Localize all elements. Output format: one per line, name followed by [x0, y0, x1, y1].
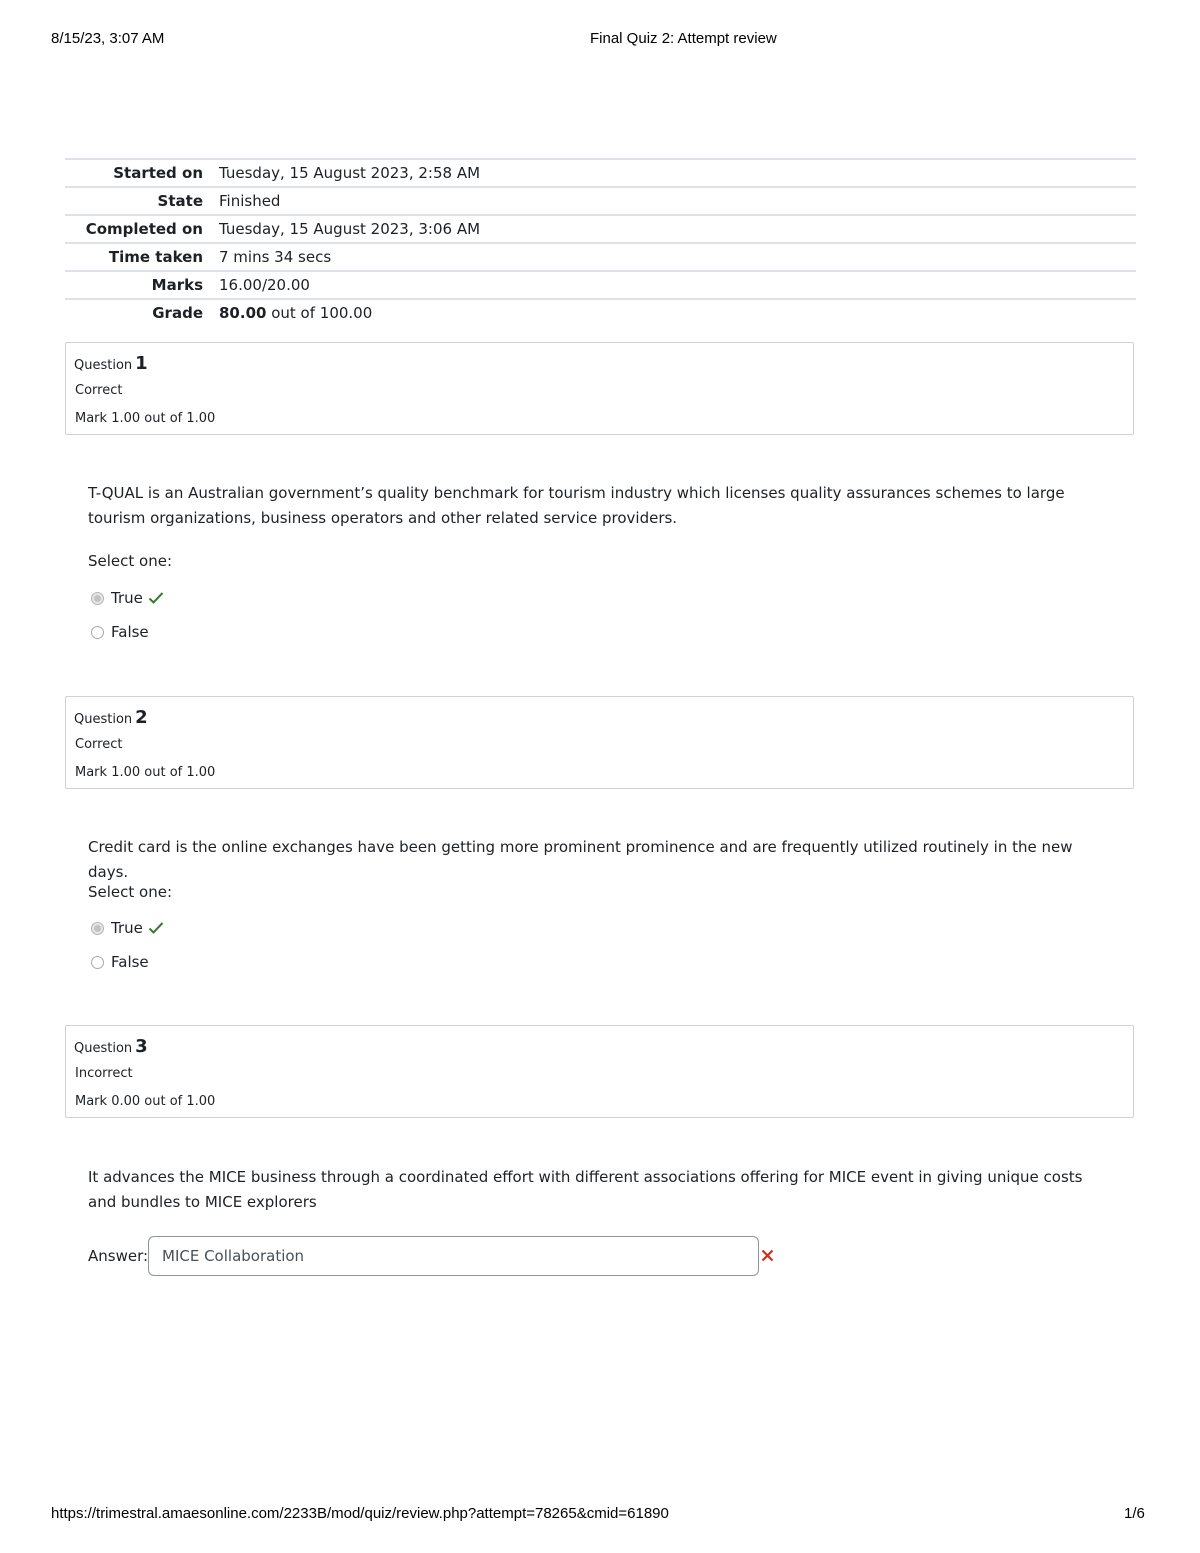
answer-label: Answer:	[88, 1247, 149, 1265]
radio-button[interactable]	[91, 922, 104, 935]
check-icon	[148, 921, 164, 935]
summary-label: Marks	[151, 276, 203, 294]
option-label: False	[111, 953, 149, 971]
summary-row-state	[65, 188, 1136, 216]
grade-out-of: out of 100.00	[266, 304, 373, 322]
answer-input[interactable]: MICE Collaboration	[148, 1236, 759, 1276]
question-info-box	[65, 342, 1134, 435]
option-label: False	[111, 623, 149, 641]
question-info-box	[65, 1025, 1134, 1118]
radio-button[interactable]	[91, 956, 104, 969]
grade-value: 80.00	[219, 304, 267, 322]
answer-option[interactable]	[91, 589, 164, 607]
print-page-number: 1/6	[1124, 1505, 1145, 1522]
option-label: True	[111, 919, 143, 937]
question-state: Correct	[75, 737, 123, 752]
question-info-box	[65, 696, 1134, 789]
cross-icon	[761, 1249, 774, 1262]
summary-value: Tuesday, 15 August 2023, 3:06 AM	[219, 220, 481, 238]
select-one-prompt: Select one:	[88, 883, 173, 901]
print-datetime: 8/15/23, 3:07 AM	[51, 30, 165, 47]
summary-row-time-taken	[65, 244, 1136, 272]
summary-label: Started on	[113, 164, 203, 182]
radio-button[interactable]	[91, 592, 104, 605]
radio-button[interactable]	[91, 626, 104, 639]
print-header	[0, 30, 1200, 50]
summary-label: Completed on	[85, 220, 203, 238]
summary-value: Tuesday, 15 August 2023, 2:58 AM	[219, 164, 481, 182]
summary-row-completed	[65, 216, 1136, 244]
summary-value	[219, 304, 372, 322]
summary-value: 16.00/20.00	[219, 276, 310, 294]
question-text: Credit card is the online exchanges have been getting more prominent prominence and are frequently utilized routinely in the new days.	[88, 838, 1073, 881]
summary-row-started	[65, 160, 1136, 188]
answer-option[interactable]	[91, 953, 149, 971]
summary-label: Time taken	[108, 248, 203, 266]
print-footer	[0, 1505, 1200, 1525]
summary-row-marks	[65, 272, 1136, 300]
question-number: Question 3	[74, 1036, 148, 1057]
print-url: https://trimestral.amaesonline.com/2233B/mod/quiz/review.php?attempt=78265&cmid=61890	[51, 1505, 669, 1522]
question-state: Correct	[75, 383, 123, 398]
question-number: Question 2	[74, 707, 148, 728]
print-page-title: Final Quiz 2: Attempt review	[590, 30, 777, 47]
answer-option[interactable]	[91, 919, 164, 937]
answer-option[interactable]	[91, 623, 149, 641]
summary-label: State	[157, 192, 203, 210]
check-icon	[148, 591, 164, 605]
attempt-summary-table	[65, 158, 1136, 326]
question-state: Incorrect	[75, 1066, 133, 1081]
question-text: T-QUAL is an Australian government’s quality benchmark for tourism industry which licenses quality assurances schemes to large tourism organizations, business operators and other related service providers.	[88, 484, 1065, 527]
summary-label: Grade	[152, 304, 203, 322]
question-number: Question 1	[74, 353, 148, 374]
question-text: It advances the MICE business through a coordinated effort with different associations offering for MICE event in giving unique costs and bundles to MICE explorers	[88, 1168, 1083, 1211]
option-label: True	[111, 589, 143, 607]
question-grade: Mark 1.00 out of 1.00	[75, 765, 216, 780]
summary-row-grade	[65, 300, 1136, 326]
question-grade: Mark 0.00 out of 1.00	[75, 1094, 216, 1109]
summary-value: 7 mins 34 secs	[219, 248, 332, 266]
summary-value: Finished	[219, 192, 281, 210]
select-one-prompt: Select one:	[88, 552, 173, 570]
question-grade: Mark 1.00 out of 1.00	[75, 411, 216, 426]
